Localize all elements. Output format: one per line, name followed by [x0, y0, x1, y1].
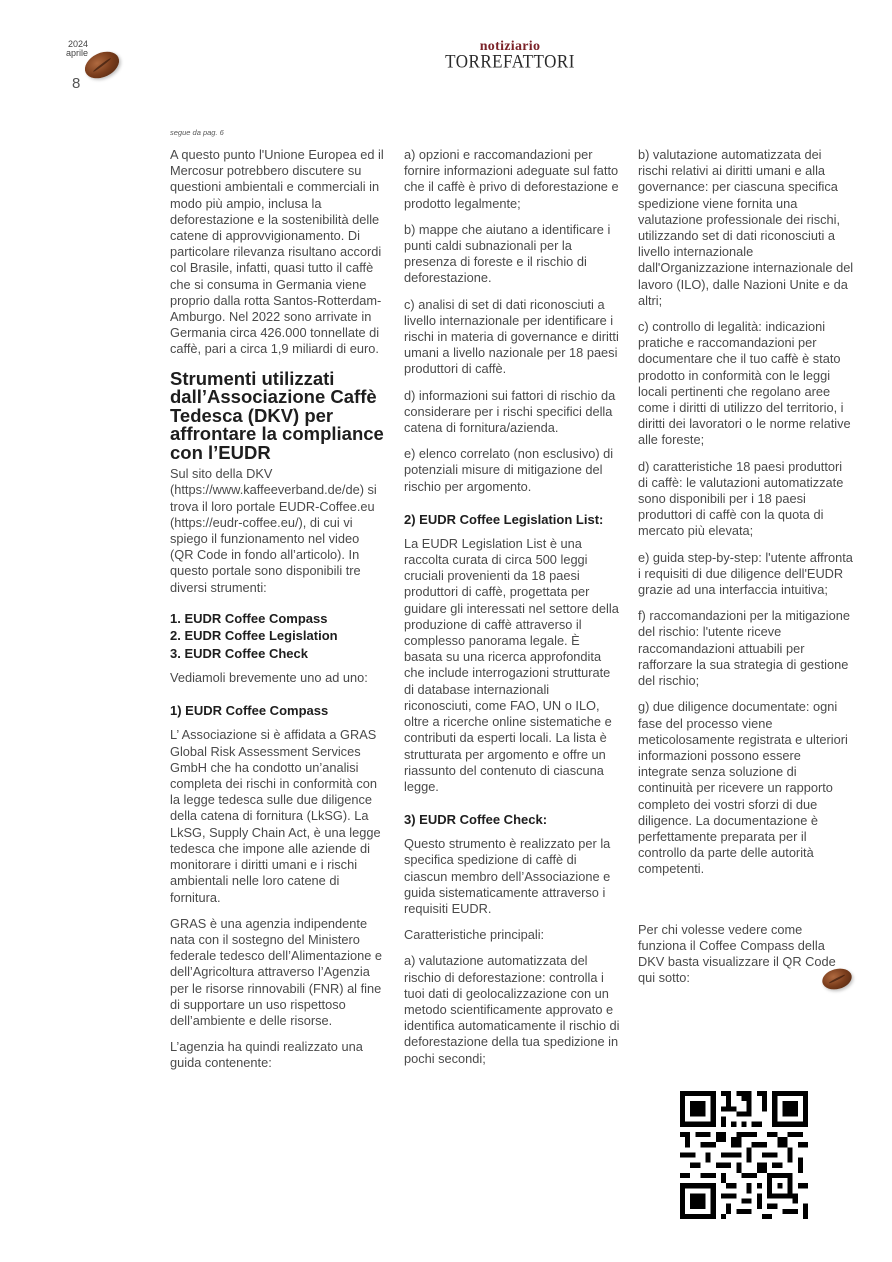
check-item-a: a) valutazione automatizzata del rischio di deforestazione: controlla i tuoi dati di geolocalizzazione con un metodo scientificamente approvato e identifica automaticamente il rischio di deforestazione della tua spedizione in pochi secondi;	[404, 953, 620, 1066]
check-item-d: d) caratteristiche 18 paesi produttori di caffè: le valutazioni automatizzate sono disponibili per i 18 paesi produttori di caffè con la quota di mercato più elevata;	[638, 458, 844, 539]
section-heading: Strumenti utilizzati dall’Associazione Caffè Tedesca (DKV) per affrontare la compliance con l’EUDR	[170, 367, 384, 463]
check-paragraph-1: Questo strumento è realizzato per la specifica spedizione di caffè di ciascun membro dell’Associazione e guida sistematicamente attraverso i requisiti EUDR.	[404, 836, 611, 916]
check-item-b: b) valutazione automatizzata dei rischi relativi ai diritti umani e alla governance: per ciascuna specifica spedizione viene fornita una valutazione professionale dei rischi, utilizzando set di dati riconosciuti a livello internazionale dall'Organizzazione internazionale del lavoro (ILO), dalle Nazioni Unite e da altri;	[638, 147, 854, 308]
compass-paragraph-2: GRAS è una agenzia indipendente nata con il sostegno del Ministero federale tedesco dell’Alimentazione e dell’Agricoltura attraverso l’Agenzia per le risorse rinnovabili (FNR) al fine di supportare un uso rispettoso dell’ambiente e delle risorse.	[170, 915, 382, 1028]
page-number: 8	[72, 75, 81, 92]
one-by-one-text: Vediamoli brevemente uno ad uno:	[170, 670, 368, 686]
check-paragraph-2: Caratteristiche principali:	[404, 927, 545, 943]
intro-paragraph: A questo punto l'Unione Europea ed il Mercosur potrebbero discutere su questioni ambientali e commerciali in modo più ampio, inclusa la deforestazione e la sostenibilità delle catene di approvvigionamento. Di particolare rilevanza risultano accordi col Brasile, infatti, quasi tutto il caffè che si consuma in Germania viene proprio dalla rotta Santos-Rotterdam-Amburgo. Nel 2022 sono arrivate in Germania circa 426.000 tonnellate di caffè, pari a circa 1,9 miliardi di euro.	[170, 147, 384, 357]
check-item-c: c) controllo di legalità: indicazioni pratiche e raccomandazioni per documentare che il tuo caffè è stato prodotto in conformità con le leggi locali pertinenti che regolano aree come i diritti di utilizzo del territorio, i diritti dei lavoratori o le norme relative alle foreste;	[638, 319, 851, 448]
guide-item-a: a) opzioni e raccomandazioni per fornire informazioni adeguate sul fatto che il caffè è privo di deforestazione e prodotto legalmente;	[404, 147, 619, 211]
tools-list	[170, 610, 384, 663]
guide-item-b: b) mappe che aiutano a identificare i punti caldi subnazionali per la presenza di foreste e il rischio di deforestazione.	[404, 221, 611, 286]
legislation-heading: 2) EUDR Coffee Legislation List:	[404, 511, 604, 527]
issue-year: 2024	[67, 39, 88, 49]
guide-item-e: e) elenco correlato (non esclusivo) di potenziali misure di mitigazione del rischio per argomento.	[404, 446, 614, 494]
compass-heading: 1) EUDR Coffee Compass	[170, 703, 329, 719]
tools-list-item: 1. EUDR Coffee Compass	[170, 610, 328, 626]
column-1	[170, 147, 384, 1082]
continued-from-note: segue da pag. 6	[170, 128, 224, 137]
dkv-paragraph: Sul sito della DKV (https://www.kaffeeverband.de/de) si trova il loro portale EUDR-Coffee.eu (https://eudr-coffee.eu/), di cui vi spiego il funzionamento nel video (QR Code in fondo all’articolo). In questo portale sono disponibili tre diversi strumenti:	[170, 466, 377, 595]
check-heading: 3) EUDR Coffee Check:	[404, 812, 548, 828]
column-2	[404, 147, 620, 1077]
masthead-title: TORREFATTORI	[445, 51, 575, 72]
tools-list-item: 3. EUDR Coffee Check	[170, 645, 308, 661]
check-item-g: g) due diligence documentate: ogni fase del processo viene meticolosamente registrata e ulteriori informazioni possono essere integrate senza soluzione di continuità per ricevere un rapporto completo dei vostri sforzi di due diligence. La documentazione è perfettamente preparata per il controllo da parte delle autorità competenti.	[638, 699, 848, 877]
guide-item-c: c) analisi di set di dati riconosciuti a livello internazionale per identificare i rischi in materia di governance e diritti umani a livello nazionale per 18 paesi produttori di caffè.	[404, 296, 619, 377]
column-3	[638, 147, 854, 996]
legislation-paragraph: La EUDR Legislation List è una raccolta curata di circa 500 leggi cruciali provenienti da 18 paesi produttori di caffè, progettata per guidare gli interessati nel settore della produzione di caffè attraverso il complesso panorama legale. È basata su una ricerca approfondita che include interrogazioni strutturate di database internazionali riconosciuti, come FAO, UN o ILO, oltre a ricerche online sistematiche e contributi da esperti locali. La lista è strutturata per argomento e offre un riassunto del contenuto di ciascuna legge.	[404, 535, 619, 794]
masthead-logo	[430, 40, 590, 70]
qr-intro-text: Per chi volesse vedere come funziona il Coffee Compass della DKV basta visualizzare il QR Code qui sotto:	[638, 921, 836, 986]
check-item-e: e) guida step-by-step: l'utente affronta i requisiti di due diligence dell'EUDR grazie ad una interfaccia intuitiva;	[638, 549, 853, 598]
issue-date	[48, 40, 88, 58]
tools-list-item: 2. EUDR Coffee Legislation	[170, 628, 338, 644]
compass-paragraph-3: L’agenzia ha quindi realizzato una guida contenente:	[170, 1039, 363, 1071]
masthead-subtitle: notiziario	[479, 39, 541, 54]
issue-month: aprile	[65, 48, 88, 58]
qr-code-icon[interactable]	[680, 1090, 808, 1220]
compass-paragraph-1: L’ Associazione si è affidata a GRAS Global Risk Assessment Services GmbH che ha condotto un’analisi completa dei rischi in conformità con la legge tedesca sulle due diligence della catena di fornitura (LkSG). La LkSG, Supply Chain Act, è una legge tedesca che impone alle aziende di monitorare i diritti umani e i rischi ambientali nelle loro catene di fornitura.	[170, 727, 381, 905]
guide-item-d: d) informazioni sui fattori di rischio da considerare per i rischi specifici della catena di fornitura/azienda.	[404, 387, 616, 436]
check-item-f: f) raccomandazioni per la mitigazione del rischio: l'utente riceve raccomandazioni attuabili per rafforzare la sua strategia di gestione del rischio;	[638, 608, 850, 689]
